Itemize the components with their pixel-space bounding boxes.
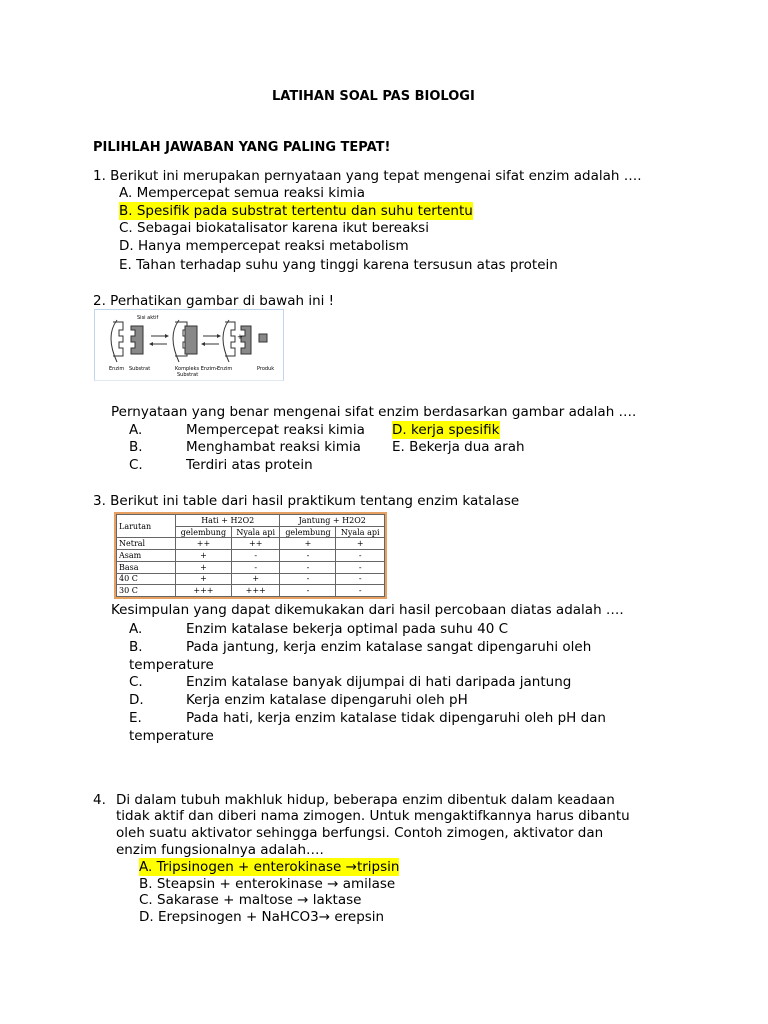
table-cell: - — [231, 561, 280, 573]
table-cell: 40 C — [117, 573, 176, 585]
enzyme-substrate-figure — [94, 309, 284, 381]
table-cell: - — [336, 561, 385, 573]
q3-option-c-letter: C. — [129, 674, 143, 690]
table-cell: - — [336, 550, 385, 562]
q3-option-d-letter: D. — [129, 692, 144, 708]
q2-option-b-letter: B. — [129, 439, 143, 455]
q4-option-d: D. Erepsinogen + NaHCO3→ erepsin — [139, 909, 385, 925]
instruction-heading: PILIHLAH JAWABAN YANG PALING TEPAT! — [93, 140, 391, 155]
q2-option-c-letter: C. — [129, 457, 143, 473]
table-cell: 30 C — [117, 585, 176, 597]
q4-line-4: enzim fungsionalnya adalah…. — [116, 842, 324, 858]
table-cell: + — [336, 538, 385, 550]
q3-option-b-letter: B. — [129, 639, 143, 655]
q3-option-a-text: Enzim katalase bekerja optimal pada suhu 40 C — [186, 621, 509, 637]
table-subheader: gelembung — [175, 526, 231, 538]
label-kompleks-1: Kompleks Enzim- — [175, 366, 218, 372]
lock-and-key-diagram — [95, 310, 283, 380]
table-cell: ++ — [231, 538, 280, 550]
label-enzim-2: Enzim — [217, 366, 233, 372]
table-cell: - — [231, 550, 280, 562]
label-plus: + — [237, 333, 243, 341]
table-cell: - — [280, 550, 336, 562]
question-2-text: 2. Perhatikan gambar di bawah ini ! — [93, 293, 335, 309]
label-produk: Produk — [257, 366, 275, 372]
q3-option-e-text: Pada hati, kerja enzim katalase tidak dipengaruhi oleh pH dan — [186, 710, 606, 726]
q2-option-d-highlighted: D. kerja spesifik — [392, 422, 500, 438]
table-cell: Basa — [117, 561, 176, 573]
q4-line-1: Di dalam tubuh makhluk hidup, beberapa enzim dibentuk dalam keadaan — [116, 792, 615, 808]
table-row — [117, 550, 385, 562]
q4-line-3: oleh suatu aktivator sehingga berfungsi. Contoh zimogen, aktivator dan — [116, 825, 604, 841]
label-enzim-1: Enzim — [109, 366, 125, 372]
q3-option-e-letter: E. — [129, 710, 142, 726]
q3-option-d-text: Kerja enzim katalase dipengaruhi oleh pH — [186, 692, 468, 708]
q2-option-a-text: Mempercepat reaksi kimia — [186, 422, 365, 438]
q3-option-e-wrap: temperature — [129, 728, 214, 744]
table-header-jantung: Jantung + H2O2 — [280, 515, 385, 527]
table-header-larutan: Larutan — [117, 515, 176, 538]
table-row — [117, 585, 385, 597]
q1-option-e: E. Tahan terhadap suhu yang tinggi karena tersusun atas protein — [119, 257, 558, 273]
table-cell: - — [280, 573, 336, 585]
table-cell: Netral — [117, 538, 176, 550]
q2-option-c-text: Terdiri atas protein — [186, 457, 313, 473]
table-row — [117, 573, 385, 585]
katalase-results-table — [114, 512, 387, 599]
table-cell: - — [280, 561, 336, 573]
table-subheader: Nyala api — [231, 526, 280, 538]
table-cell: - — [336, 573, 385, 585]
q3-option-b-text: Pada jantung, kerja enzim katalase sangat dipengaruhi oleh — [186, 639, 592, 655]
label-kompleks-2: Substrat — [177, 372, 199, 378]
q3-conclusion: Kesimpulan yang dapat dikemukakan dari hasil percobaan diatas adalah …. — [111, 602, 624, 618]
q4-option-b: B. Steapsin + enterokinase → amilase — [139, 876, 396, 892]
table-header-hati: Hati + H2O2 — [175, 515, 280, 527]
table-row — [117, 538, 385, 550]
table-subheader: Nyala api — [336, 526, 385, 538]
table-cell: ++ — [175, 538, 231, 550]
question-3-text: 3. Berikut ini table dari hasil praktikum tentang enzim katalase — [93, 493, 520, 509]
q3-option-c-text: Enzim katalase banyak dijumpai di hati daripada jantung — [186, 674, 572, 690]
q4-option-c: C. Sakarase + maltose → laktase — [139, 892, 362, 908]
table-subheader: gelembung — [280, 526, 336, 538]
table-cell: + — [175, 561, 231, 573]
q3-option-a-letter: A. — [129, 621, 143, 637]
q4-number: 4. — [93, 792, 106, 808]
q2-statement: Pernyataan yang benar mengenai sifat enzim berdasarkan gambar adalah …. — [111, 404, 637, 420]
table-cell: - — [336, 585, 385, 597]
q1-option-d: D. Hanya mempercepat reaksi metabolism — [119, 238, 409, 254]
table-cell: +++ — [231, 585, 280, 597]
table-cell: + — [231, 573, 280, 585]
q3-option-b-wrap: temperature — [129, 657, 214, 673]
table-cell: - — [280, 585, 336, 597]
table-cell: +++ — [175, 585, 231, 597]
q2-option-e: E. Bekerja dua arah — [392, 439, 525, 455]
label-active-site: Sisi aktif — [137, 315, 159, 321]
table-cell: + — [175, 573, 231, 585]
label-substrat: Substrat — [129, 366, 151, 372]
question-1-text: 1. Berikut ini merupakan pernyataan yang tepat mengenai sifat enzim adalah …. — [93, 168, 642, 184]
table-row — [117, 561, 385, 573]
q1-option-b-highlighted: B. Spesifik pada substrat tertentu dan suhu tertentu — [119, 203, 473, 219]
table-cell: Asam — [117, 550, 176, 562]
q1-option-c: C. Sebagai biokatalisator karena ikut bereaksi — [119, 220, 429, 236]
q4-option-a-highlighted: A. Tripsinogen + enterokinase →tripsin — [139, 859, 400, 875]
q2-option-b-text: Menghambat reaksi kimia — [186, 439, 361, 455]
page-title: LATIHAN SOAL PAS BIOLOGI — [272, 89, 475, 104]
q4-line-2: tidak aktif dan diberi nama zimogen. Untuk mengaktifkannya harus dibantu — [116, 808, 630, 824]
q1-option-a: A. Mempercepat semua reaksi kimia — [119, 185, 366, 201]
q2-option-a-letter: A. — [129, 422, 143, 438]
table-cell: + — [175, 550, 231, 562]
table-cell: + — [280, 538, 336, 550]
